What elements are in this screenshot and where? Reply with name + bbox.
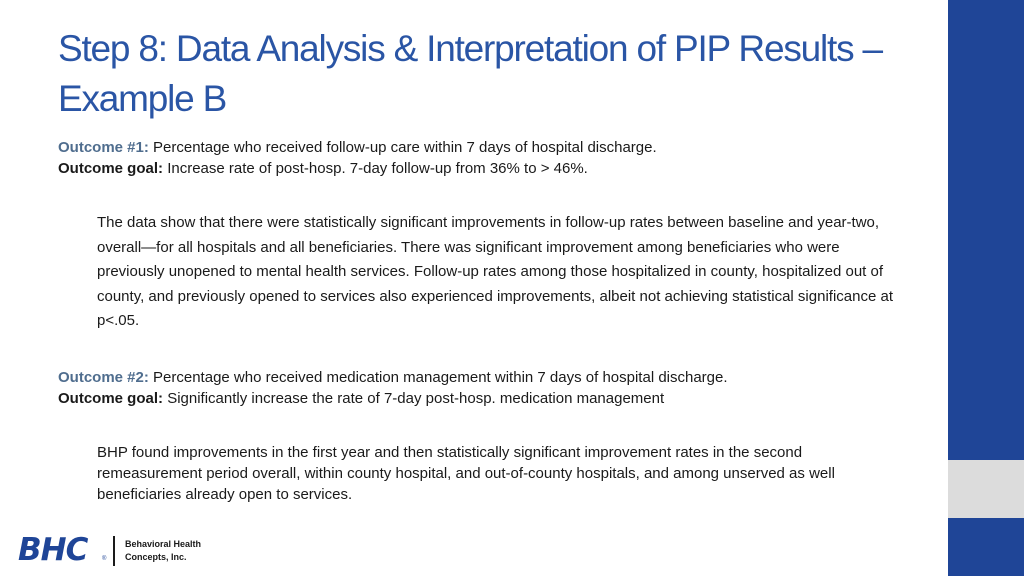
outcome-2-label: Outcome #2: [58, 369, 149, 386]
bhc-logo [18, 530, 218, 570]
outcome-1-label: Outcome #1: [58, 139, 149, 156]
outcome-1-goal-label: Outcome goal: [58, 160, 164, 177]
side-accent-bar-top [948, 0, 1024, 460]
outcome-1-goal-line [58, 158, 938, 179]
slide-title: Step 8: Data Analysis & Interpretation of PIP Results – Example B [58, 28, 882, 119]
outcome-1-header [58, 137, 938, 179]
logo-company-line-1: Behavioral Health [125, 539, 202, 549]
registered-mark: ® [102, 556, 107, 562]
outcome-2-header [58, 367, 938, 409]
outcome-2-goal-line [58, 388, 938, 409]
outcome-2-analysis: BHP found improvements in the first year and then statistically significant improvement rates in the second remeasurement period overall, within county hospital, and out-of-county hospitals, and among unserved as well beneficiaries already open to services. [97, 444, 835, 503]
side-accent-bar-middle [948, 460, 1024, 518]
outcome-1-text: Percentage who received follow-up care within 7 days of hospital discharge. [153, 139, 657, 156]
logo-company-line-2: Concepts, Inc. [125, 552, 187, 562]
outcome-1-line [58, 137, 938, 158]
logo-divider [113, 536, 115, 566]
outcome-1-analysis: The data show that there were statistically significant improvements in follow-up rates between baseline and year-two, overall—for all hospitals and all beneficiaries. There was significant improvement among beneficiaries who were previously unopened to mental health services. Follow-up rates among those hospitalized in county, hospitalized out of county, and previously opened to services also experienced improvements, albeit not achieving statistical significance at p<.05. [97, 214, 893, 329]
logo-company-name [125, 538, 225, 564]
outcome-2-goal-text: Significantly increase the rate of 7-day post-hosp. medication management [167, 390, 665, 407]
outcome-2-line [58, 367, 938, 388]
outcome-2-text: Percentage who received medication management within 7 days of hospital discharge. [153, 369, 728, 386]
outcome-2-goal-label: Outcome goal: [58, 390, 164, 407]
outcome-1-goal-text: Increase rate of post-hosp. 7-day follow-up from 36% to > 46%. [167, 160, 588, 177]
side-accent-bar-bottom [948, 518, 1024, 576]
bhc-logo-mark: BHC [18, 532, 88, 568]
